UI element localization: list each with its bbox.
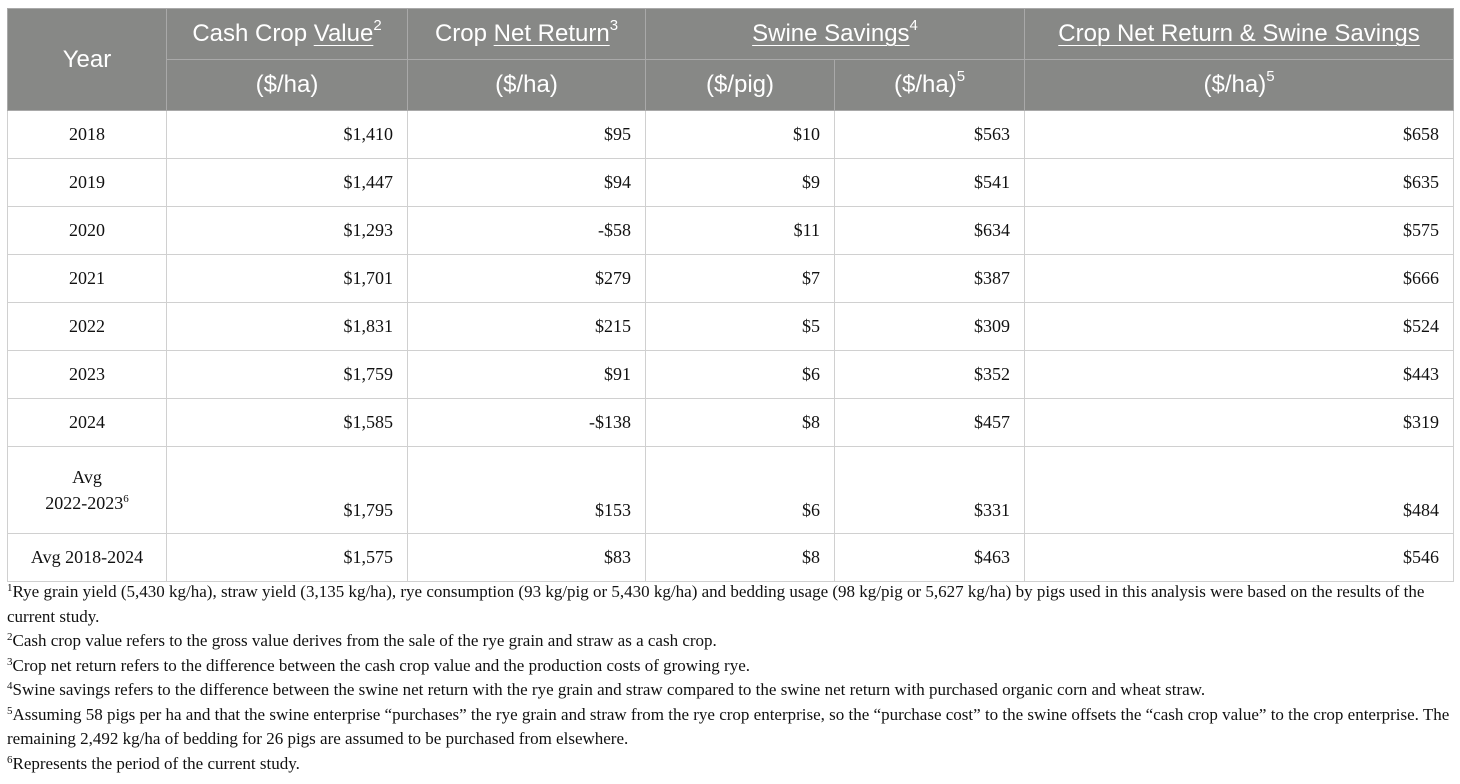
footnote-text: Assuming 58 pigs per ha and that the swine enterprise “purchases” the rye grain and straw from the rye crop enterprise, so the “purchase cost” to the swine offsets the “cash crop value” to the crop enterprise. The remaining 2,492 kg/ha of bedding for 26 pigs are assumed to be purchased from elsewhere. [7,704,1450,748]
cell-swine-per-ha: $463 [835,534,1025,582]
cell-cash-crop-value: $1,410 [167,111,408,159]
table-row [8,255,1454,303]
cell-cash-crop-value: $1,293 [167,207,408,255]
cell-cash-crop-value: $1,575 [167,534,408,582]
table-row [8,303,1454,351]
footnote-marker: 2 [7,631,13,643]
header-cash-crop-text: Cash Crop [192,20,314,47]
cell-swine-per-pig: $8 [646,534,835,582]
table-row [8,207,1454,255]
header-cash-crop-value [167,9,408,60]
cell-swine-per-pig: $10 [646,111,835,159]
avg-label: Avg [72,467,102,487]
table-header [8,9,1454,111]
cell-combined: $319 [1025,399,1454,447]
footnote-text: Represents the period of the current study. [12,753,300,773]
header-swine-savings [646,9,1025,60]
cell-year: 2020 [8,207,167,255]
header-combined-underlined: Crop Net Return & Swine Savings [1058,20,1420,47]
footnote-marker: 5 [7,704,13,717]
cell-crop-net-return: -$138 [408,399,646,447]
header-row-top [8,9,1454,60]
footnote-ref-2: 2 [373,17,382,34]
cell-swine-per-ha: $309 [835,303,1025,351]
table-row [8,159,1454,207]
footnote-ref-6: 6 [123,493,129,505]
cell-cash-crop-value: $1,447 [167,159,408,207]
footnote-5 [7,703,1455,752]
cell-swine-per-pig: $9 [646,159,835,207]
footnote-4 [7,678,1455,703]
header-cash-crop-underlined: Value [313,20,374,47]
footnote-6 [7,752,1455,777]
cell-year [8,447,167,534]
footnote-ref-3: 3 [609,17,619,34]
footnote-marker: 1 [7,582,13,594]
unit-combined [1025,60,1454,111]
footnote-marker: 4 [7,680,13,692]
cell-combined: $635 [1025,159,1454,207]
footnote-text: Cash crop value refers to the gross value derives from the sale of the rye grain and straw as a cash crop. [12,631,717,650]
table-row [8,399,1454,447]
table-body [8,111,1454,582]
cell-year: 2019 [8,159,167,207]
cell-swine-per-pig: $5 [646,303,835,351]
unit-pig-label: ($/pig) [705,71,775,98]
cell-year: 2022 [8,303,167,351]
footnote-text: Swine savings refers to the difference between the swine net return with the rye grain and straw compared to the swine net return with purchased organic corn and wheat straw. [12,680,1206,699]
cell-year: Avg 2018-2024 [8,534,167,582]
cell-combined: $575 [1025,207,1454,255]
table-row-avg-2022-2023 [8,447,1454,534]
cell-crop-net-return: $95 [408,111,646,159]
header-year [8,9,167,111]
cell-year: 2018 [8,111,167,159]
cell-combined: $484 [1025,447,1454,534]
footnote-marker: 6 [7,753,13,766]
header-combined [1025,9,1454,60]
cell-year: 2024 [8,399,167,447]
unit-swine-pig [646,60,835,111]
cell-crop-net-return: -$58 [408,207,646,255]
cell-crop-net-return: $91 [408,351,646,399]
footnote-3 [7,654,1455,679]
cell-swine-per-ha: $457 [835,399,1025,447]
cell-cash-crop-value: $1,795 [167,447,408,534]
economics-table-container [7,8,1453,582]
cell-crop-net-return: $279 [408,255,646,303]
table-row-avg-2018-2024 [8,534,1454,582]
header-crop-net-underlined: Net Return [493,20,610,47]
footnote-marker: 3 [7,655,13,668]
header-row-units [8,60,1454,111]
cell-cash-crop-value: $1,831 [167,303,408,351]
unit-crop-net [408,60,646,111]
footnote-1 [7,580,1455,629]
cell-cash-crop-value: $1,701 [167,255,408,303]
cell-combined: $546 [1025,534,1454,582]
cell-combined: $658 [1025,111,1454,159]
cell-combined: $524 [1025,303,1454,351]
footnote-ref-4: 4 [909,17,918,34]
footnote-ref-5: 5 [1266,68,1275,85]
cell-cash-crop-value: $1,759 [167,351,408,399]
cell-swine-per-pig: $7 [646,255,835,303]
footnote-text: Crop net return refers to the difference between the cash crop value and the production costs of growing rye. [12,655,750,675]
unit-swine-ha-label: ($/ha) [893,71,957,98]
cell-swine-per-ha: $352 [835,351,1025,399]
cell-crop-net-return: $153 [408,447,646,534]
cell-year: 2021 [8,255,167,303]
cell-swine-per-pig: $11 [646,207,835,255]
table-row [8,111,1454,159]
unit-combined-label: ($/ha) [1203,71,1267,98]
unit-net-label: ($/ha) [495,71,558,98]
cell-combined: $666 [1025,255,1454,303]
cell-swine-per-ha: $387 [835,255,1025,303]
footnote-2 [7,629,1455,654]
header-swine-underlined: Swine Savings [752,20,910,47]
cell-combined: $443 [1025,351,1454,399]
unit-cash-label: ($/ha) [255,71,319,98]
header-crop-net-text: Crop [434,20,494,47]
unit-cash-crop [167,60,408,111]
cell-swine-per-ha: $331 [835,447,1025,534]
cell-year: 2023 [8,351,167,399]
cell-crop-net-return: $83 [408,534,646,582]
cell-crop-net-return: $215 [408,303,646,351]
header-crop-net-return [408,9,646,60]
cell-swine-per-ha: $541 [835,159,1025,207]
cell-swine-per-pig: $6 [646,447,835,534]
unit-swine-ha [835,60,1025,111]
header-year-label: Year [62,45,112,73]
footnote-ref-5: 5 [956,68,966,85]
avg-period: 2022-2023 [45,493,124,513]
cell-swine-per-pig: $6 [646,351,835,399]
cell-swine-per-pig: $8 [646,399,835,447]
footnote-text: Rye grain yield (5,430 kg/ha), straw yield (3,135 kg/ha), rye consumption (93 kg/pig or 5,430 kg/ha) and bedding usage (98 kg/pig or 5,627 kg/ha) by pigs used in this analysis were based on the results of the current study. [7,582,1425,626]
table-row [8,351,1454,399]
cell-cash-crop-value: $1,585 [167,399,408,447]
cell-swine-per-ha: $563 [835,111,1025,159]
cell-crop-net-return: $94 [408,159,646,207]
cell-swine-per-ha: $634 [835,207,1025,255]
economics-table [7,8,1454,582]
footnotes [7,580,1455,776]
